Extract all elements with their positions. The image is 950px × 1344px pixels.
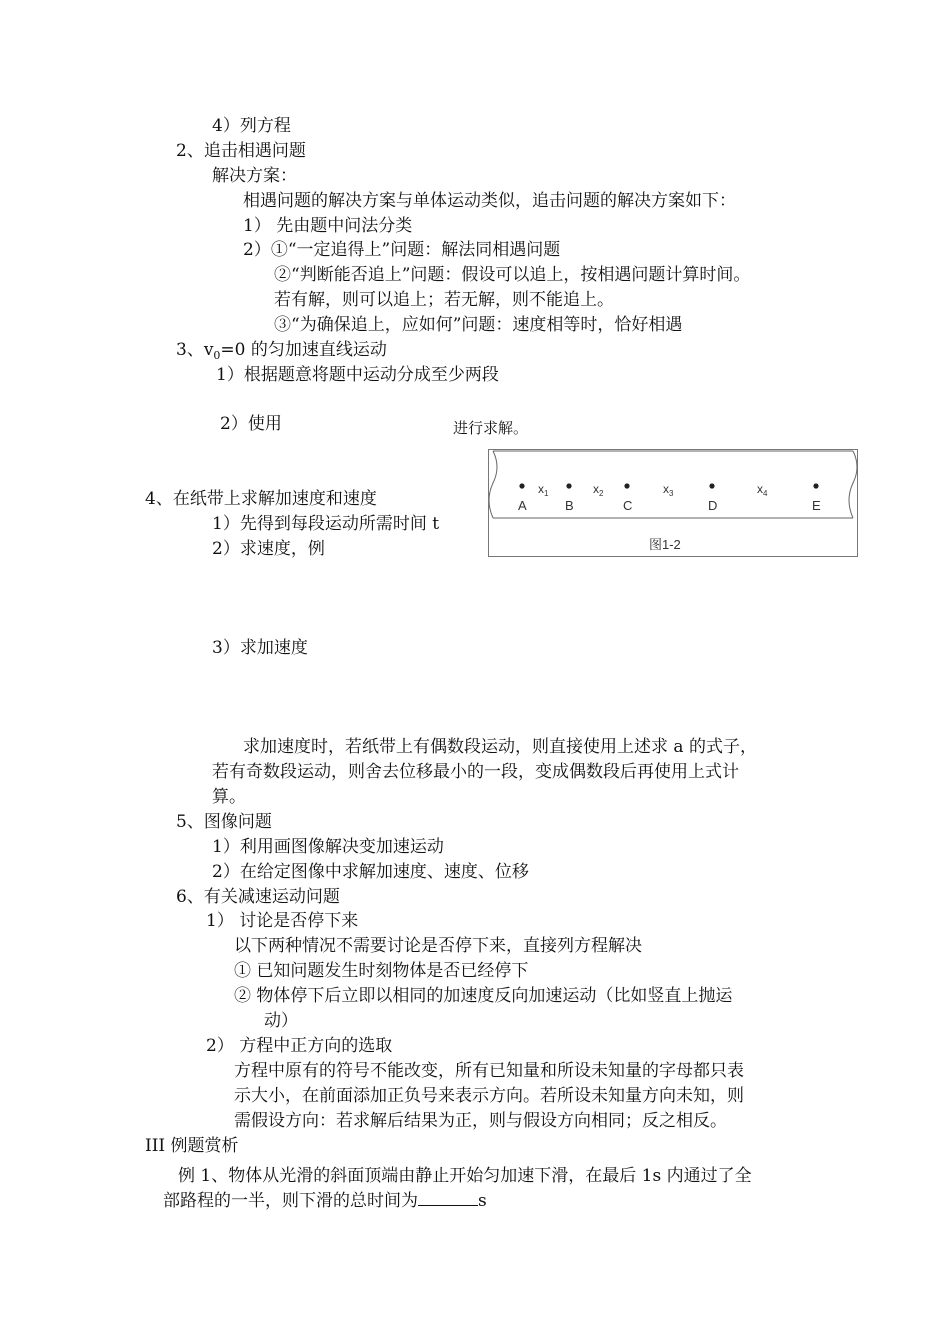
step-4-list-equations: 4）列方程 xyxy=(212,116,291,136)
segment-x1-var: x xyxy=(538,482,544,496)
segment-x2-label xyxy=(593,482,604,498)
decel-step-1: 1） 讨论是否停下来 xyxy=(206,911,359,931)
answer-blank xyxy=(418,1191,478,1206)
point-c-dot xyxy=(624,483,629,488)
decel-case-2: ② 物体停下后立即以相同的加速度反向加速运动（比如竖直上抛运 xyxy=(234,986,733,1006)
point-e-dot xyxy=(813,483,818,488)
v0-subscript: 0 xyxy=(213,349,221,362)
decel-step-2-text-1: 方程中原有的符号不能改变，所有已知量和所设未知量的字母都只表 xyxy=(234,1061,744,1081)
heading-v0-uniform-acceleration xyxy=(176,339,387,363)
heading-chase-meet: 2、追击相遇问题 xyxy=(176,141,306,161)
solution-step-2-b: ②“判断能否追上”问题：假设可以追上，按相遇问题计算时间。 xyxy=(274,265,751,285)
acceleration-note-1: 求加速度时，若纸带上有偶数段运动，则直接使用上述求 a 的式子， xyxy=(243,737,757,757)
example-1-line-1: 例 1、物体从光滑的斜面顶端由静止开始匀加速下滑，在最后 1s 内通过了全 xyxy=(178,1166,752,1186)
tape-step-1: 1）先得到每段运动所需时间 t xyxy=(212,514,440,534)
answer-unit: s xyxy=(478,1191,487,1211)
decel-step-2: 2） 方程中正方向的选取 xyxy=(206,1036,393,1056)
solution-step-2-a: 2）①“一定追得上”问题：解法同相遇问题 xyxy=(243,240,561,260)
point-e-label: E xyxy=(812,498,821,513)
segment-x4-sub: 4 xyxy=(763,489,768,498)
v0-step-2-cont: 进行求解。 xyxy=(453,419,529,437)
point-a-label: A xyxy=(518,498,527,513)
point-b-label: B xyxy=(565,498,574,513)
heading-examples: III 例题赏析 xyxy=(145,1136,239,1156)
point-b-dot xyxy=(566,483,571,488)
decel-step-2-text-3: 需假设方向：若求解后结果为正，则与假设方向相同；反之相反。 xyxy=(234,1111,727,1131)
solution-step-2-c: ③“为确保追上，应如何”问题：速度相等时，恰好相遇 xyxy=(274,315,683,335)
segment-x3-sub: 3 xyxy=(669,489,674,498)
example-1-line-2 xyxy=(163,1190,487,1212)
solution-intro: 相遇问题的解决方案与单体运动类似，追击问题的解决方案如下： xyxy=(243,191,736,211)
acceleration-note-2: 若有奇数段运动，则舍去位移最小的一段，变成偶数段后再使用上式计 xyxy=(212,762,739,782)
figure-paper-tape xyxy=(488,449,858,557)
tape-step-3: 3）求加速度 xyxy=(212,638,308,658)
solution-step-1: 1） 先由题中问法分类 xyxy=(243,216,413,236)
segment-x4-var: x xyxy=(757,482,763,496)
decel-case-2-cont: 动） xyxy=(264,1011,298,1031)
segment-x2-sub: 2 xyxy=(599,489,604,498)
v0-step-2: 2）使用 xyxy=(220,414,282,434)
segment-x3-var: x xyxy=(663,482,669,496)
heading-v0-part-a: 3、v xyxy=(176,340,214,360)
point-c-label: C xyxy=(623,498,633,513)
heading-graph-problems: 5、图像问题 xyxy=(176,812,272,832)
segment-x1-label xyxy=(538,482,549,498)
segment-x2-var: x xyxy=(593,482,599,496)
solution-label: 解决方案： xyxy=(212,166,297,186)
point-d-dot xyxy=(709,483,714,488)
tape-left-tear xyxy=(489,451,497,518)
decel-step-1-intro: 以下两种情况不需要讨论是否停下来，直接列方程解决 xyxy=(234,936,642,956)
v0-step-1: 1）根据题意将题中运动分成至少两段 xyxy=(216,365,499,385)
decel-case-1: ① 已知问题发生时刻物体是否已经停下 xyxy=(234,961,529,981)
point-a-dot xyxy=(519,483,524,488)
acceleration-note-3: 算。 xyxy=(212,787,246,807)
example-1-question: 部路程的一半，则下滑的总时间为 xyxy=(163,1191,418,1211)
heading-v0-part-b: =0 的匀加速直线运动 xyxy=(220,340,387,360)
heading-deceleration: 6、有关减速运动问题 xyxy=(176,887,340,907)
segment-x3-label xyxy=(663,482,674,498)
decel-step-2-text-2: 示大小，在前面添加正负号来表示方向。若所设未知量方向未知，则 xyxy=(234,1086,744,1106)
figure-caption: 图1-2 xyxy=(649,537,681,552)
segment-x4-label xyxy=(757,482,768,498)
heading-paper-tape: 4、在纸带上求解加速度和速度 xyxy=(145,489,377,509)
tape-step-2: 2）求速度，例 xyxy=(212,539,325,559)
graph-step-2: 2）在给定图像中求解加速度、速度、位移 xyxy=(212,862,529,882)
point-d-label: D xyxy=(708,498,718,513)
tape-right-tear xyxy=(849,451,857,518)
graph-step-1: 1）利用画图像解决变加速运动 xyxy=(212,837,444,857)
segment-x1-sub: 1 xyxy=(544,489,549,498)
solution-step-2-b-cont: 若有解，则可以追上；若无解，则不能追上。 xyxy=(274,290,614,310)
paper-tape-diagram xyxy=(489,450,859,558)
